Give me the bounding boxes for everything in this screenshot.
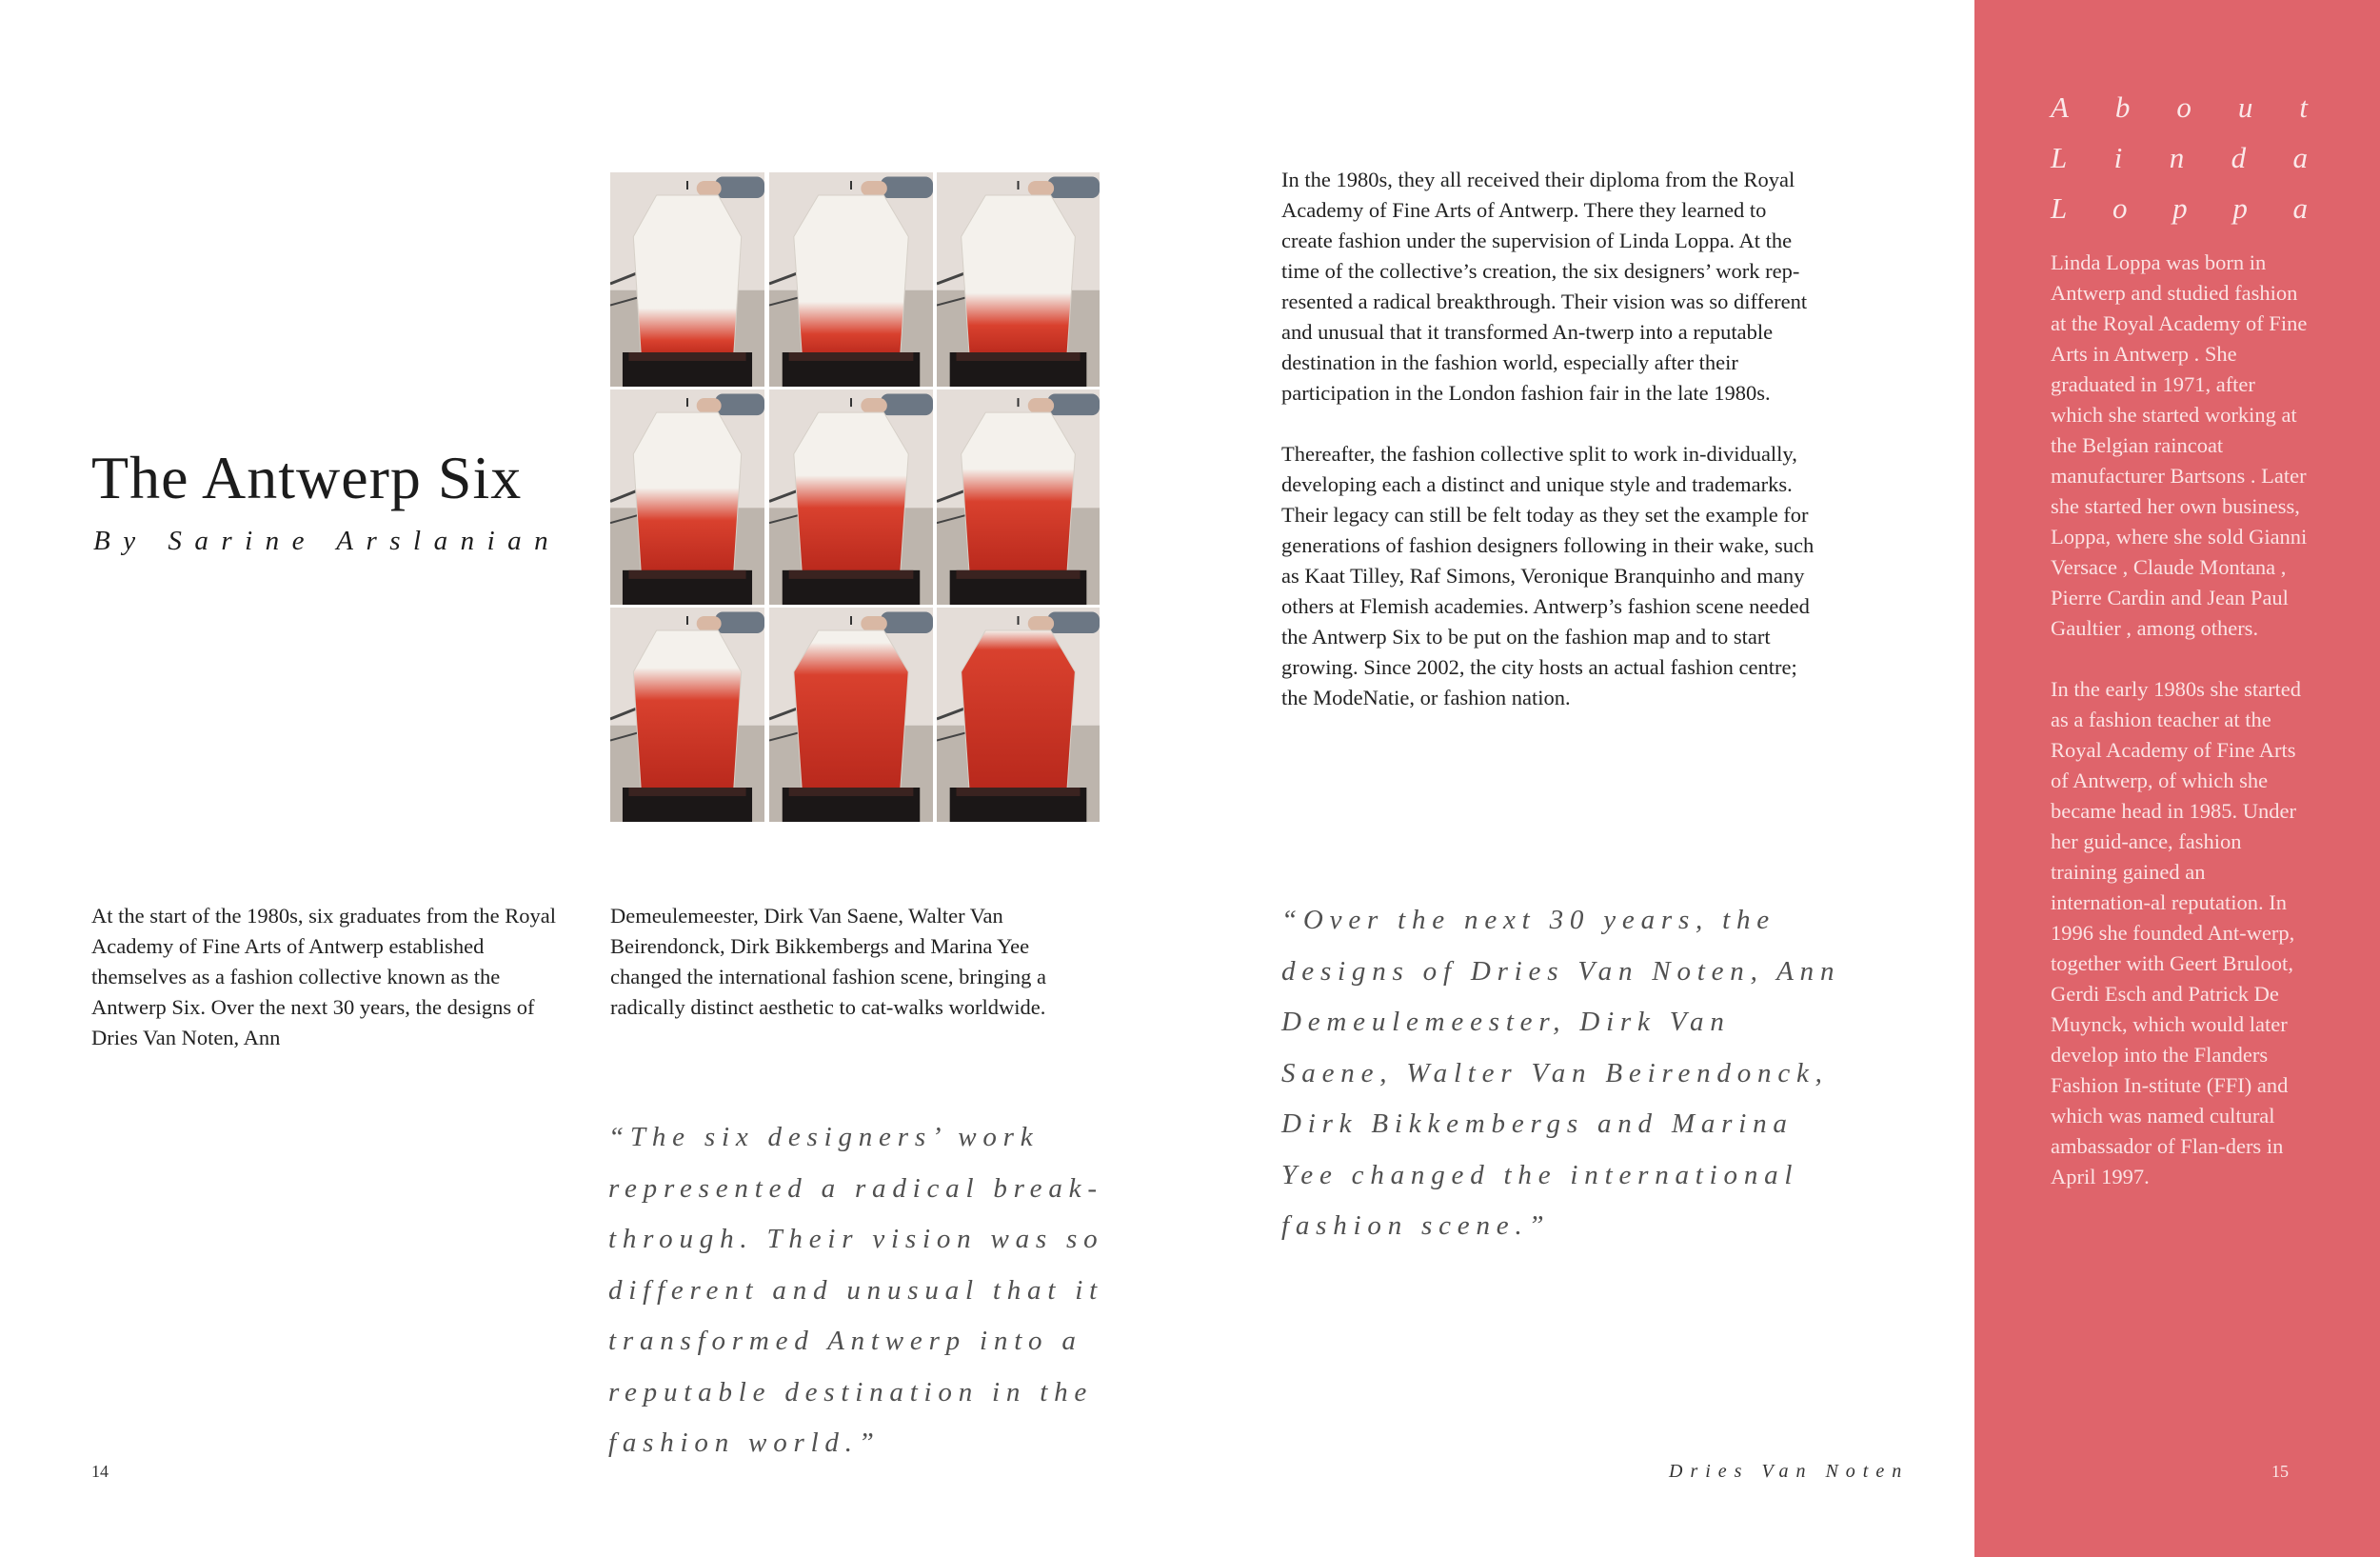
heading-letter: p xyxy=(2232,191,2248,225)
shirt-photo xyxy=(937,172,1100,387)
heading-letter: d xyxy=(2231,141,2247,174)
sidebar-heading-line xyxy=(2051,132,2308,183)
heading-letter: L xyxy=(2051,141,2068,174)
heading-letter: t xyxy=(2299,90,2308,124)
shirt-photo xyxy=(769,608,933,822)
sidebar-body xyxy=(2051,248,2308,1223)
sidebar-heading-line xyxy=(2051,183,2308,233)
sidebar-heading-line xyxy=(2051,82,2308,132)
heading-letter: n xyxy=(2169,141,2185,174)
running-head: Dries Van Noten xyxy=(1669,1461,1910,1482)
intro-paragraph-left: At the start of the 1980s, six graduates from the Royal Academy of Fine Arts of Antwerp established themselves as a fashion collective known as the Antwerp Six. Over the next 30 years, the designs of Dries Van Noten, Ann xyxy=(91,904,557,1049)
photo-grid-shirt-dye-sequence xyxy=(610,172,1100,822)
intro-paragraph-continued: Demeulemeester, Dirk Van Saene, Walter Van Beirendonck, Dirk Bikkembergs and Marina Yee changed the international fashion scene, bringing a radically distinct aesthetic to cat-walks worldwide. xyxy=(610,904,1046,1019)
heading-letter: u xyxy=(2237,90,2253,124)
sidebar-about-linda-loppa xyxy=(1974,0,2380,1557)
shirt-photo xyxy=(937,389,1100,605)
heading-letter: o xyxy=(2112,191,2128,225)
heading-letter: a xyxy=(2292,191,2308,225)
article-byline: By Sarine Arslanian xyxy=(93,526,562,556)
heading-letter: i xyxy=(2113,141,2123,174)
page-number-left: 14 xyxy=(91,1462,109,1481)
shirt-photo xyxy=(937,608,1100,822)
heading-letter: L xyxy=(2051,191,2068,225)
shirt-photo xyxy=(610,172,764,387)
page-number-right: 15 xyxy=(2271,1462,2289,1481)
shirt-photo xyxy=(769,172,933,387)
heading-letter: o xyxy=(2176,90,2192,124)
shirt-photo xyxy=(610,608,764,822)
heading-letter: b xyxy=(2114,90,2131,124)
heading-letter: A xyxy=(2051,90,2069,124)
pull-quote-left: “The six designers’ work represented a radical break-through. Their vision was so different and unusual that it transformed Antwerp into a reputable destination in the fashion world.” xyxy=(608,1122,1104,1458)
sidebar-paragraph: In the early 1980s she started as a fashion teacher at the Royal Academy of Fine Arts of Antwerp, of which she became head in 1985. Under her guid-ance, fashion training gained an internation-al reputation. In 1996 she founded Ant-werp, together with Geert Bruloot, Gerdi Esch and Patrick De Muynck, which would later develop into the Flanders Fashion In-stitute (FFI) and which was named cultural ambassador of Flan-ders in April 1997. xyxy=(2051,677,2302,1188)
shirt-photo xyxy=(610,389,764,605)
body-text-right xyxy=(1281,165,1815,744)
pull-quote-right: “Over the next 30 years, the designs of Dries Van Noten, Ann Demeulemeester, Dirk Van Saene, Walter Van Beirendonck, Dirk Bikkembergs and Marina Yee changed the international fashion scene.” xyxy=(1281,905,1841,1241)
shirt-photo xyxy=(769,389,933,605)
heading-letter: p xyxy=(2172,191,2188,225)
body-paragraph: In the 1980s, they all received their diploma from the Royal Academy of Fine Arts of Antwerp. There they learned to create fashion under the supervision of Linda Loppa. At the time of the collective’s creation, the six designers’ work rep-resented a radical breakthrough. Their vision was so different and unusual that it transformed An-twerp into a reputable destination in the fashion world, especially after their participation in the London fashion fair in the late 1980s. xyxy=(1281,168,1808,405)
heading-letter: a xyxy=(2292,141,2308,174)
article-title: The Antwerp Six xyxy=(91,444,523,511)
sidebar-paragraph: Linda Loppa was born in Antwerp and studied fashion at the Royal Academy of Fine Arts in Antwerp . She graduated in 1971, after which she started working at the Belgian raincoat manufacturer Bartsons . Later she started her own business, Loppa, where she sold Gianni Versace , Claude Montana , Pierre Cardin and Jean Paul Gaultier , among others. xyxy=(2051,250,2308,640)
body-paragraph: Thereafter, the fashion collective split to work in-dividually, developing each a distinct and unique style and trademarks. Their legacy can still be felt today as they set the example for generations of fashion designers following in their wake, such as Kaat Tilley, Raf Simons, Veronique Branquinho and many others at Flemish academies. Antwerp’s fashion scene needed the Antwerp Six to be put on the fashion map and to start growing. Since 2002, the city hosts an actual fashion centre; the ModeNatie, or fashion nation. xyxy=(1281,442,1815,709)
sidebar-heading xyxy=(2051,82,2308,233)
